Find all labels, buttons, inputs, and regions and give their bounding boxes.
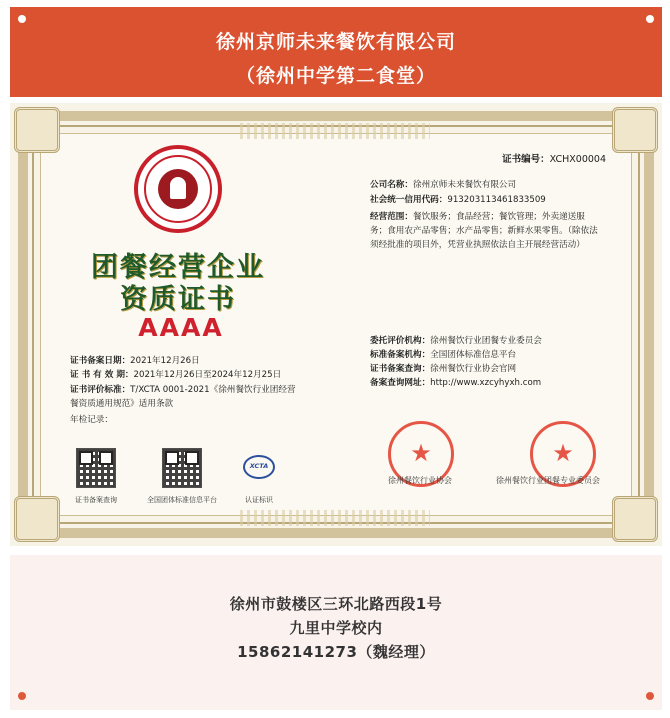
contact-phone: 15862141273（魏经理）	[237, 643, 435, 661]
field-query-url: 备案查询网址：http://www.xzcyhyxh.com	[370, 378, 542, 388]
company-name-title: 徐州京师未来餐饮有限公司	[215, 31, 456, 53]
field-standard-agency: 标准备案机构：全国团体标准信息平台	[370, 350, 517, 360]
qr-code-icon	[162, 448, 202, 488]
address-panel	[10, 555, 662, 710]
frame-ornament-top	[240, 123, 430, 139]
association-emblem-icon	[134, 145, 222, 233]
frame-corner-ornament	[612, 107, 658, 153]
certificate-title-line2: 资质证书	[120, 284, 236, 315]
corner-dot	[646, 692, 654, 700]
header-banner	[10, 7, 662, 97]
field-filing-date: 证书备案日期：2021年12月26日	[70, 356, 200, 366]
field-company-name: 公司名称：徐州京师未来餐饮有限公司	[370, 180, 517, 190]
field-cert-query: 证书备案查询：徐州餐饮行业协会官网	[370, 364, 517, 374]
association-seal-icon: ★	[388, 421, 454, 487]
field-credit-code: 社会统一信用代码：913203113461833509	[370, 195, 546, 205]
qr-caption: 证书备案查询	[75, 496, 117, 504]
frame-corner-ornament	[14, 496, 60, 542]
frame-corner-ornament	[14, 107, 60, 153]
address-location: 九里中学校内	[289, 619, 383, 637]
xcta-logo-icon: XCTA	[243, 455, 275, 479]
corner-dot	[646, 15, 654, 23]
field-evaluation-agency: 委托评价机构：徐州餐饮行业团餐专业委员会	[370, 336, 542, 346]
frame-ornament-bottom	[240, 510, 430, 526]
certificate-image	[10, 103, 662, 546]
certificate-title-line1: 团餐经营企业	[91, 252, 265, 283]
qr-caption: 全国团体标准信息平台	[147, 496, 217, 504]
certificate-number: 证书编号：XCHX00004	[502, 154, 606, 165]
qr-code-icon	[76, 448, 116, 488]
seal-caption: 徐州餐饮行业团餐专业委员会	[496, 476, 600, 485]
seal-caption: 徐州餐饮行业协会	[388, 476, 452, 485]
field-business-scope: 经营范围：餐饮服务；食品经营；餐饮管理；外卖递送服务；食用农产品零售；水产品零售；新鲜水果零售。（除依法须经批准的项目外，凭营业执照依法自主开展经营活动）	[370, 212, 598, 250]
field-validity: 证 书 有 效 期：2021年12月26日至2024年12月25日	[70, 370, 282, 380]
committee-seal-icon: ★	[530, 421, 596, 487]
company-subtitle: （徐州中学第二食堂）	[235, 65, 436, 87]
address-line: 徐州市鼓楼区三环北路西段1号	[229, 595, 443, 613]
field-annual-check: 年检记录：	[70, 415, 113, 425]
corner-dot	[18, 15, 26, 23]
frame-corner-ornament	[612, 496, 658, 542]
field-standard: 证书评价标准：T/XCTA 0001-2021《徐州餐饮行业团经营餐资质通用规范》适用条款	[70, 385, 296, 409]
logo-caption: 认证标识	[245, 496, 273, 504]
corner-dot	[18, 692, 26, 700]
certificate-grade: AAAA	[138, 313, 224, 342]
